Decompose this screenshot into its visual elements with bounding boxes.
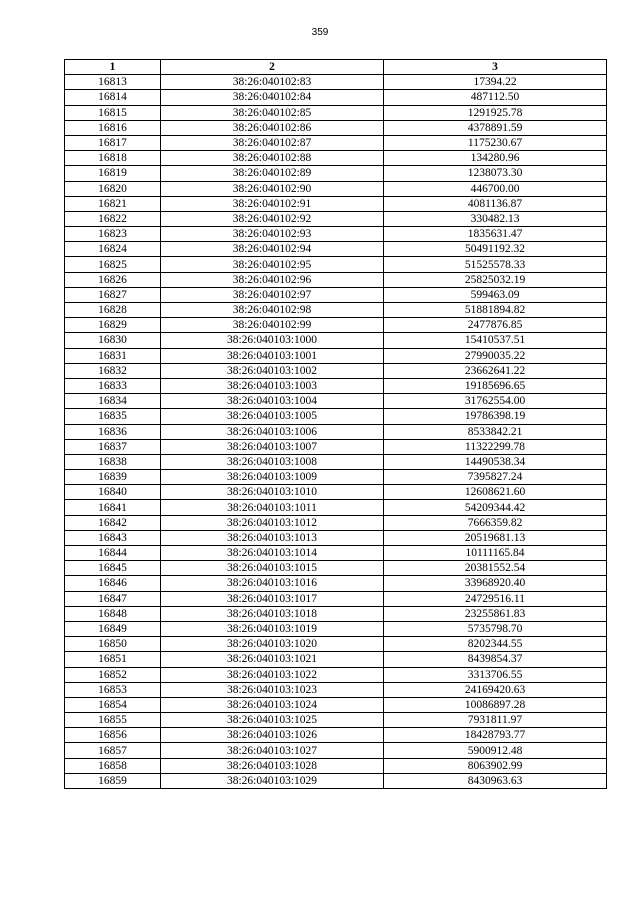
- table-row: [65, 120, 607, 135]
- cadastral-number-cell: 38:26:040102:99: [161, 318, 384, 333]
- table-row: [65, 621, 607, 636]
- value-cell: 23255861.83: [384, 606, 607, 621]
- row-number-cell: 16832: [65, 363, 161, 378]
- cadastral-number-cell: 38:26:040103:1015: [161, 561, 384, 576]
- cadastral-number-cell: 38:26:040102:91: [161, 196, 384, 211]
- table-row: [65, 196, 607, 211]
- table-row: [65, 728, 607, 743]
- table-row: [65, 439, 607, 454]
- row-number-cell: 16834: [65, 394, 161, 409]
- cadastral-number-cell: 38:26:040103:1007: [161, 439, 384, 454]
- cadastral-number-cell: 38:26:040103:1024: [161, 697, 384, 712]
- value-cell: 1238073.30: [384, 166, 607, 181]
- table-row: [65, 257, 607, 272]
- value-cell: 446700.00: [384, 181, 607, 196]
- table-row: [65, 424, 607, 439]
- value-cell: 7931811.97: [384, 713, 607, 728]
- value-cell: 8533842.21: [384, 424, 607, 439]
- row-number-cell: 16851: [65, 652, 161, 667]
- row-number-cell: 16850: [65, 637, 161, 652]
- value-cell: 8202344.55: [384, 637, 607, 652]
- cadastral-number-cell: 38:26:040102:85: [161, 105, 384, 120]
- value-cell: 18428793.77: [384, 728, 607, 743]
- row-number-cell: 16837: [65, 439, 161, 454]
- value-cell: 17394.22: [384, 75, 607, 90]
- cadastral-number-cell: 38:26:040102:92: [161, 211, 384, 226]
- value-cell: 2477876.85: [384, 318, 607, 333]
- row-number-cell: 16822: [65, 211, 161, 226]
- table-row: [65, 515, 607, 530]
- value-cell: 599463.09: [384, 287, 607, 302]
- row-number-cell: 16821: [65, 196, 161, 211]
- table-body: [65, 75, 607, 789]
- value-cell: 134280.96: [384, 151, 607, 166]
- row-number-cell: 16816: [65, 120, 161, 135]
- cadastral-number-cell: 38:26:040103:1001: [161, 348, 384, 363]
- value-cell: 10086897.28: [384, 697, 607, 712]
- column-header-2: 2: [161, 60, 384, 75]
- value-cell: 487112.50: [384, 90, 607, 105]
- cadastral-number-cell: 38:26:040103:1017: [161, 591, 384, 606]
- value-cell: 8430963.63: [384, 773, 607, 788]
- column-header-3: 3: [384, 60, 607, 75]
- value-cell: 14490538.34: [384, 454, 607, 469]
- row-number-cell: 16859: [65, 773, 161, 788]
- cadastral-number-cell: 38:26:040102:83: [161, 75, 384, 90]
- cadastral-number-cell: 38:26:040102:93: [161, 227, 384, 242]
- cadastral-number-cell: 38:26:040102:94: [161, 242, 384, 257]
- cadastral-number-cell: 38:26:040103:1019: [161, 621, 384, 636]
- row-number-cell: 16826: [65, 272, 161, 287]
- value-cell: 4081136.87: [384, 196, 607, 211]
- cadastral-number-cell: 38:26:040103:1000: [161, 333, 384, 348]
- cadastral-number-cell: 38:26:040102:95: [161, 257, 384, 272]
- value-cell: 15410537.51: [384, 333, 607, 348]
- row-number-cell: 16813: [65, 75, 161, 90]
- row-number-cell: 16858: [65, 758, 161, 773]
- table-row: [65, 561, 607, 576]
- table-row: [65, 591, 607, 606]
- table-row: [65, 90, 607, 105]
- table-row: [65, 682, 607, 697]
- cadastral-number-cell: 38:26:040103:1011: [161, 500, 384, 515]
- value-cell: 1291925.78: [384, 105, 607, 120]
- cadastral-number-cell: 38:26:040103:1002: [161, 363, 384, 378]
- cadastral-number-cell: 38:26:040103:1022: [161, 667, 384, 682]
- row-number-cell: 16839: [65, 470, 161, 485]
- row-number-cell: 16836: [65, 424, 161, 439]
- row-number-cell: 16844: [65, 546, 161, 561]
- cadastral-number-cell: 38:26:040103:1010: [161, 485, 384, 500]
- row-number-cell: 16840: [65, 485, 161, 500]
- cadastral-number-cell: 38:26:040103:1006: [161, 424, 384, 439]
- table-row: [65, 530, 607, 545]
- cadastral-number-cell: 38:26:040103:1016: [161, 576, 384, 591]
- value-cell: 3313706.55: [384, 667, 607, 682]
- row-number-cell: 16828: [65, 303, 161, 318]
- value-cell: 33968920.40: [384, 576, 607, 591]
- cadastral-number-cell: 38:26:040102:84: [161, 90, 384, 105]
- cadastral-number-cell: 38:26:040102:86: [161, 120, 384, 135]
- cadastral-number-cell: 38:26:040103:1020: [161, 637, 384, 652]
- cadastral-number-cell: 38:26:040103:1005: [161, 409, 384, 424]
- row-number-cell: 16814: [65, 90, 161, 105]
- table-row: [65, 394, 607, 409]
- cadastral-number-cell: 38:26:040103:1028: [161, 758, 384, 773]
- cadastral-number-cell: 38:26:040103:1023: [161, 682, 384, 697]
- cadastral-number-cell: 38:26:040103:1025: [161, 713, 384, 728]
- cadastral-number-cell: 38:26:040103:1008: [161, 454, 384, 469]
- value-cell: 23662641.22: [384, 363, 607, 378]
- cadastral-number-cell: 38:26:040102:90: [161, 181, 384, 196]
- value-cell: 5735798.70: [384, 621, 607, 636]
- row-number-cell: 16848: [65, 606, 161, 621]
- table-row: [65, 227, 607, 242]
- row-number-cell: 16817: [65, 135, 161, 150]
- table-row: [65, 105, 607, 120]
- value-cell: 54209344.42: [384, 500, 607, 515]
- table-row: [65, 151, 607, 166]
- cadastral-number-cell: 38:26:040103:1026: [161, 728, 384, 743]
- table-row: [65, 470, 607, 485]
- row-number-cell: 16815: [65, 105, 161, 120]
- value-cell: 51525578.33: [384, 257, 607, 272]
- cadastral-number-cell: 38:26:040102:89: [161, 166, 384, 181]
- cadastral-number-cell: 38:26:040102:87: [161, 135, 384, 150]
- table-row: [65, 378, 607, 393]
- table-header: [65, 60, 607, 75]
- column-header-1: 1: [65, 60, 161, 75]
- value-cell: 19185696.65: [384, 378, 607, 393]
- table-row: [65, 637, 607, 652]
- row-number-cell: 16845: [65, 561, 161, 576]
- table-row: [65, 333, 607, 348]
- row-number-cell: 16823: [65, 227, 161, 242]
- cadastral-number-cell: 38:26:040102:96: [161, 272, 384, 287]
- row-number-cell: 16843: [65, 530, 161, 545]
- table-row: [65, 348, 607, 363]
- row-number-cell: 16835: [65, 409, 161, 424]
- table-row: [65, 318, 607, 333]
- table-row: [65, 363, 607, 378]
- table-row: [65, 303, 607, 318]
- data-table: [64, 59, 607, 789]
- table-row: [65, 135, 607, 150]
- value-cell: 8439854.37: [384, 652, 607, 667]
- row-number-cell: 16824: [65, 242, 161, 257]
- row-number-cell: 16855: [65, 713, 161, 728]
- cadastral-number-cell: 38:26:040103:1027: [161, 743, 384, 758]
- cadastral-number-cell: 38:26:040103:1012: [161, 515, 384, 530]
- cadastral-number-cell: 38:26:040103:1021: [161, 652, 384, 667]
- value-cell: 25825032.19: [384, 272, 607, 287]
- value-cell: 51881894.82: [384, 303, 607, 318]
- cadastral-number-cell: 38:26:040103:1014: [161, 546, 384, 561]
- row-number-cell: 16854: [65, 697, 161, 712]
- value-cell: 5900912.48: [384, 743, 607, 758]
- row-number-cell: 16831: [65, 348, 161, 363]
- cadastral-number-cell: 38:26:040102:97: [161, 287, 384, 302]
- table-row: [65, 485, 607, 500]
- table-row: [65, 697, 607, 712]
- value-cell: 12608621.60: [384, 485, 607, 500]
- table-row: [65, 606, 607, 621]
- row-number-cell: 16818: [65, 151, 161, 166]
- table-row: [65, 166, 607, 181]
- cadastral-number-cell: 38:26:040103:1018: [161, 606, 384, 621]
- row-number-cell: 16825: [65, 257, 161, 272]
- value-cell: 7666359.82: [384, 515, 607, 530]
- row-number-cell: 16842: [65, 515, 161, 530]
- table-row: [65, 181, 607, 196]
- value-cell: 24729516.11: [384, 591, 607, 606]
- table-row: [65, 576, 607, 591]
- value-cell: 20381552.54: [384, 561, 607, 576]
- table-row: [65, 454, 607, 469]
- value-cell: 330482.13: [384, 211, 607, 226]
- value-cell: 50491192.32: [384, 242, 607, 257]
- table-row: [65, 242, 607, 257]
- row-number-cell: 16841: [65, 500, 161, 515]
- cadastral-number-cell: 38:26:040103:1009: [161, 470, 384, 485]
- row-number-cell: 16849: [65, 621, 161, 636]
- row-number-cell: 16857: [65, 743, 161, 758]
- value-cell: 1175230.67: [384, 135, 607, 150]
- value-cell: 8063902.99: [384, 758, 607, 773]
- cadastral-number-cell: 38:26:040102:98: [161, 303, 384, 318]
- row-number-cell: 16847: [65, 591, 161, 606]
- value-cell: 24169420.63: [384, 682, 607, 697]
- row-number-cell: 16827: [65, 287, 161, 302]
- cadastral-number-cell: 38:26:040102:88: [161, 151, 384, 166]
- value-cell: 20519681.13: [384, 530, 607, 545]
- table-row: [65, 75, 607, 90]
- cadastral-number-cell: 38:26:040103:1004: [161, 394, 384, 409]
- table-row: [65, 758, 607, 773]
- row-number-cell: 16846: [65, 576, 161, 591]
- row-number-cell: 16838: [65, 454, 161, 469]
- cadastral-number-cell: 38:26:040103:1029: [161, 773, 384, 788]
- table-row: [65, 409, 607, 424]
- row-number-cell: 16819: [65, 166, 161, 181]
- row-number-cell: 16829: [65, 318, 161, 333]
- page-number: 359: [311, 27, 329, 38]
- table-row: [65, 713, 607, 728]
- value-cell: 31762554.00: [384, 394, 607, 409]
- value-cell: 10111165.84: [384, 546, 607, 561]
- value-cell: 1835631.47: [384, 227, 607, 242]
- row-number-cell: 16856: [65, 728, 161, 743]
- table-row: [65, 211, 607, 226]
- row-number-cell: 16853: [65, 682, 161, 697]
- table-row: [65, 743, 607, 758]
- cadastral-number-cell: 38:26:040103:1003: [161, 378, 384, 393]
- value-cell: 19786398.19: [384, 409, 607, 424]
- value-cell: 27990035.22: [384, 348, 607, 363]
- cadastral-number-cell: 38:26:040103:1013: [161, 530, 384, 545]
- table-row: [65, 652, 607, 667]
- value-cell: 4378891.59: [384, 120, 607, 135]
- table-row: [65, 272, 607, 287]
- table-row: [65, 500, 607, 515]
- table-row: [65, 773, 607, 788]
- value-cell: 11322299.78: [384, 439, 607, 454]
- value-cell: 7395827.24: [384, 470, 607, 485]
- table-row: [65, 287, 607, 302]
- row-number-cell: 16830: [65, 333, 161, 348]
- row-number-cell: 16852: [65, 667, 161, 682]
- row-number-cell: 16820: [65, 181, 161, 196]
- row-number-cell: 16833: [65, 378, 161, 393]
- table-row: [65, 546, 607, 561]
- table-row: [65, 667, 607, 682]
- header-row: [65, 60, 607, 75]
